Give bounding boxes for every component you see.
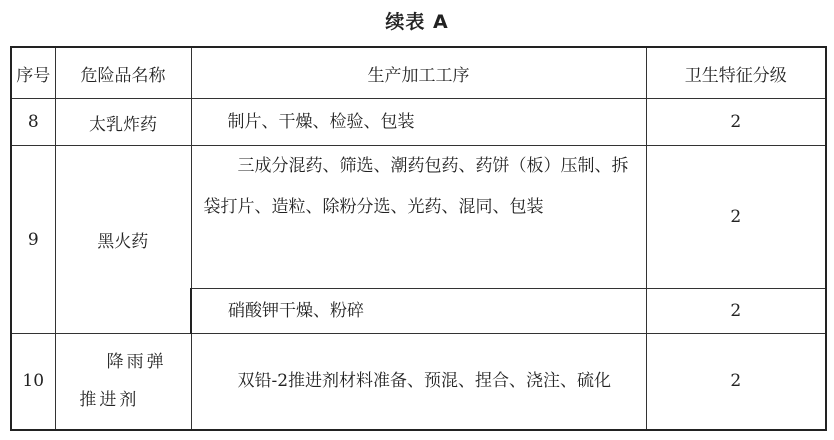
hazard-name: 太乳炸药: [55, 99, 191, 146]
process-cell: [191, 99, 646, 146]
process-text: 三成分混药、筛选、潮药包药、药饼（板）压制、拆袋打片、造粒、除粉分选、光药、混同、包装: [203, 156, 629, 217]
table-row: [11, 334, 826, 430]
hazard-name-line2: 推进剂: [79, 390, 140, 411]
hygiene-level: 2: [646, 99, 826, 146]
process-text: 硝酸钾干燥、粉碎: [228, 301, 364, 321]
hygiene-level: 2: [646, 289, 826, 334]
header-no: 序号: [11, 47, 55, 99]
process-text: 制片、干燥、检验、包装: [227, 112, 415, 132]
row-number: 10: [11, 334, 55, 430]
hazard-name: [55, 334, 191, 430]
table-row: [11, 99, 826, 146]
header-name: 危险品名称: [55, 47, 191, 99]
process-cell: [191, 289, 646, 334]
header-process: 生产加工工序: [191, 47, 646, 99]
process-text: 双铅-2推进剂材料准备、预混、捏合、浇注、硫化: [237, 370, 612, 391]
table-header-row: [11, 47, 826, 99]
hygiene-level: 2: [646, 146, 826, 289]
hygiene-level: 2: [646, 334, 826, 430]
hazard-name: 黑火药: [55, 146, 191, 334]
table-row: [11, 146, 826, 289]
process-cell: [191, 334, 646, 430]
row-number: 8: [11, 99, 55, 146]
process-cell: [191, 146, 646, 289]
hazard-table: [10, 46, 827, 431]
header-level: 卫生特征分级: [646, 47, 826, 99]
table-caption: 续表 A: [385, 11, 449, 33]
row-number: 9: [11, 146, 55, 334]
hazard-name-line1: 降雨弹: [106, 352, 167, 373]
